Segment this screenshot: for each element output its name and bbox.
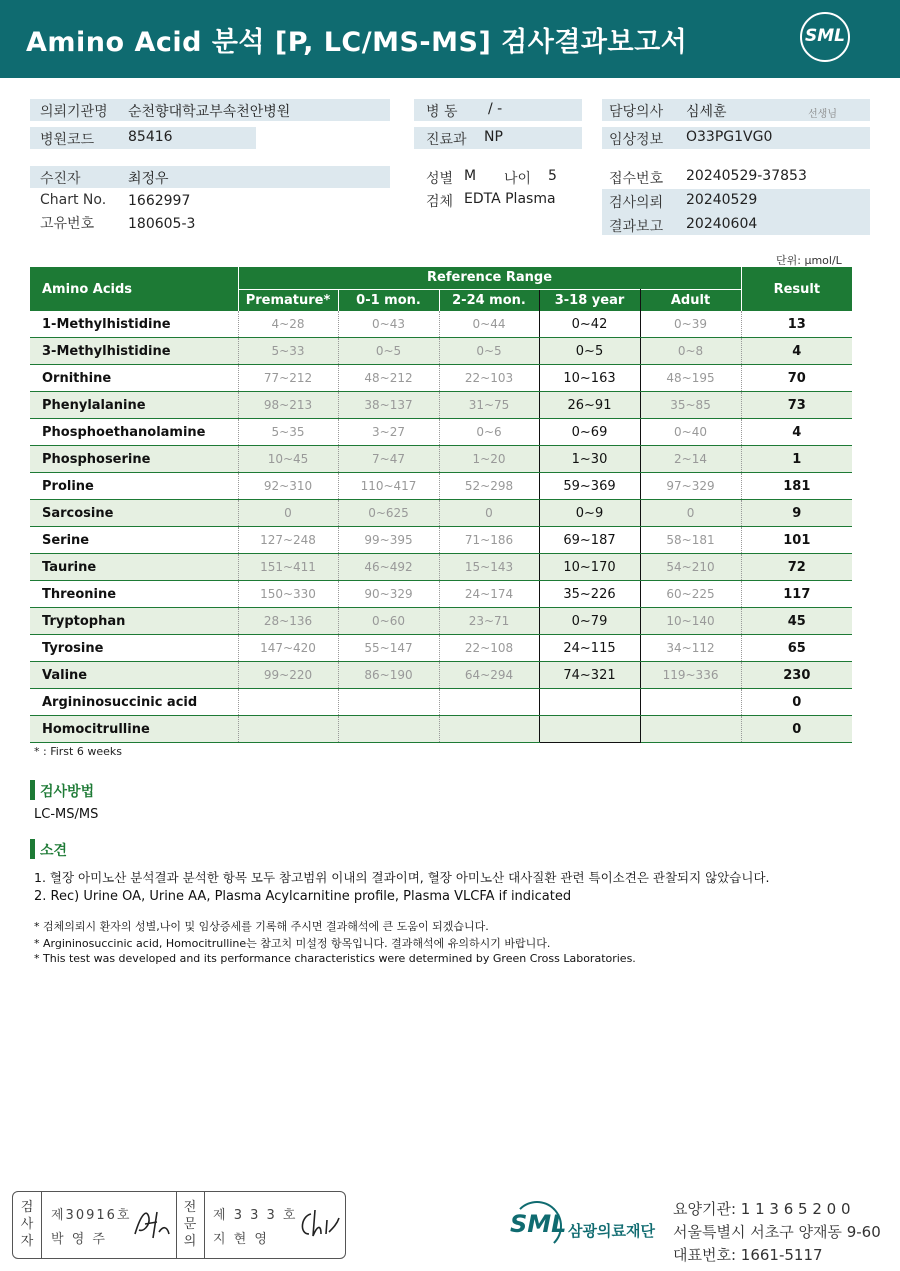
reference-range-cell: 97~329 <box>640 473 741 500</box>
result-cell: 72 <box>741 554 852 581</box>
expert-number: 제 3 3 3 호 <box>213 1208 298 1223</box>
table-row <box>30 689 852 716</box>
reference-range-cell: 0~5 <box>439 338 539 365</box>
brand-name: 삼광의료재단 <box>568 1222 655 1240</box>
amino-acid-name: Valine <box>30 662 238 689</box>
reference-range-cell <box>539 716 640 743</box>
note-2: * Argininosuccinic acid, Homocitrulline는 참고치 미설정 항목입니다. 결과해석에 유의하시기 바랍니다. <box>34 937 551 950</box>
reference-range-cell: 0~79 <box>539 608 640 635</box>
code-value: 85416 <box>128 129 173 145</box>
table-row <box>30 392 852 419</box>
reference-range-cell: 31~75 <box>439 392 539 419</box>
method-text: LC-MS/MS <box>34 807 99 822</box>
table-row <box>30 635 852 662</box>
reference-range-cell: 24~174 <box>439 581 539 608</box>
reference-range-cell: 0~9 <box>539 500 640 527</box>
reference-range-cell <box>439 716 539 743</box>
reference-range-cell: 35~226 <box>539 581 640 608</box>
reference-range-cell: 147~420 <box>238 635 338 662</box>
result-cell: 4 <box>741 419 852 446</box>
amino-acid-name: Phosphoserine <box>30 446 238 473</box>
reference-range-cell: 15~143 <box>439 554 539 581</box>
reference-range-cell: 92~310 <box>238 473 338 500</box>
note-3: * This test was developed and its performance characteristics were determined by Green Cross Laboratories. <box>34 952 636 965</box>
reference-range-cell: 0~44 <box>439 311 539 338</box>
result-cell: 45 <box>741 608 852 635</box>
result-cell: 0 <box>741 689 852 716</box>
tester-label-char: 검 <box>20 1200 34 1215</box>
amino-acid-name: Sarcosine <box>30 500 238 527</box>
reference-range-cell: 77~212 <box>238 365 338 392</box>
col-reference-range: Reference Range <box>238 267 741 289</box>
findings-title: 소견 <box>40 843 68 859</box>
reference-range-cell: 22~108 <box>439 635 539 662</box>
note-1: * 검체의뢰시 환자의 성별,나이 및 임상증세를 기록해 주시면 결과해석에 큰 도움이 되겠습니다. <box>34 920 489 933</box>
reference-range-cell: 48~195 <box>640 365 741 392</box>
col-amino-acids: Amino Acids <box>30 267 238 311</box>
sig-divider <box>41 1192 42 1258</box>
reference-range-cell <box>238 716 338 743</box>
reference-range-cell: 110~417 <box>338 473 439 500</box>
result-cell: 4 <box>741 338 852 365</box>
org-address: 서울특별시 서초구 양재동 9-60 <box>673 1223 881 1241</box>
reference-range-cell <box>539 689 640 716</box>
reference-range-cell <box>640 716 741 743</box>
reference-range-cell: 10~163 <box>539 365 640 392</box>
expert-label-char: 문 <box>183 1217 197 1232</box>
doctor-suffix: 선생님 <box>808 109 837 120</box>
reference-range-cell: 119~336 <box>640 662 741 689</box>
doctor-label: 담당의사 <box>609 104 664 120</box>
age-label: 나이 <box>504 171 532 187</box>
expert-label-char: 의 <box>183 1234 197 1249</box>
result-cell: 101 <box>741 527 852 554</box>
specimen-value: EDTA Plasma <box>464 191 556 207</box>
col-2-24-mon: 2-24 mon. <box>439 289 539 311</box>
reference-range-cell: 86~190 <box>338 662 439 689</box>
table-row <box>30 365 852 392</box>
reference-range-cell: 0~8 <box>640 338 741 365</box>
reference-range-cell: 98~213 <box>238 392 338 419</box>
reference-range-cell: 0~43 <box>338 311 439 338</box>
chart-value: 1662997 <box>128 193 191 209</box>
reference-range-cell: 2~14 <box>640 446 741 473</box>
table-row <box>30 500 852 527</box>
method-bar <box>30 780 35 800</box>
amino-acid-name: 1-Methylhistidine <box>30 311 238 338</box>
reference-range-cell: 99~395 <box>338 527 439 554</box>
reference-range-cell: 10~140 <box>640 608 741 635</box>
reference-range-cell <box>238 689 338 716</box>
clinical-value: O33PG1VG0 <box>686 129 773 145</box>
result-cell: 65 <box>741 635 852 662</box>
tester-number: 제30916호 <box>51 1208 132 1223</box>
report-header <box>0 0 900 78</box>
report-value: 20240604 <box>686 216 758 232</box>
age-value: 5 <box>548 168 557 184</box>
reference-range-cell: 0 <box>640 500 741 527</box>
reference-range-cell: 0~39 <box>640 311 741 338</box>
reference-range-cell: 1~30 <box>539 446 640 473</box>
table-footnote: * : First 6 weeks <box>34 745 122 758</box>
reference-range-cell <box>338 716 439 743</box>
amino-acid-name: Proline <box>30 473 238 500</box>
reference-range-cell: 0 <box>439 500 539 527</box>
result-cell: 1 <box>741 446 852 473</box>
reference-range-cell: 7~47 <box>338 446 439 473</box>
result-cell: 181 <box>741 473 852 500</box>
specimen-label: 검체 <box>426 194 454 210</box>
reference-range-cell: 1~20 <box>439 446 539 473</box>
org-value: 순천향대학교부속천안병원 <box>128 104 291 120</box>
reference-range-cell: 28~136 <box>238 608 338 635</box>
reference-range-cell: 59~369 <box>539 473 640 500</box>
table-row <box>30 311 852 338</box>
uid-label: 고유번호 <box>40 216 95 232</box>
sig-divider <box>176 1192 177 1258</box>
col-3-18-year: 3-18 year <box>539 289 640 311</box>
reference-range-cell: 0~69 <box>539 419 640 446</box>
org-label: 의뢰기관명 <box>40 104 108 120</box>
reference-range-cell: 0~60 <box>338 608 439 635</box>
unit-label: 단위: μmol/L <box>776 254 842 267</box>
amino-acid-name: Phosphoethanolamine <box>30 419 238 446</box>
amino-acid-name: Tryptophan <box>30 608 238 635</box>
expert-signature <box>297 1206 341 1242</box>
reference-range-cell: 69~187 <box>539 527 640 554</box>
reference-range-cell: 0~42 <box>539 311 640 338</box>
tester-signature <box>131 1204 173 1244</box>
col-premature: Premature* <box>238 289 338 311</box>
chart-label: Chart No. <box>40 192 107 208</box>
req-value: 20240529 <box>686 192 758 208</box>
amino-acid-name: Threonine <box>30 581 238 608</box>
reference-range-cell: 52~298 <box>439 473 539 500</box>
amino-acid-name: Phenylalanine <box>30 392 238 419</box>
result-cell: 0 <box>741 716 852 743</box>
table-row <box>30 581 852 608</box>
tester-name: 박 영 주 <box>51 1232 107 1247</box>
org-phone: 대표번호: 1661-5117 <box>673 1246 823 1264</box>
reference-range-cell: 54~210 <box>640 554 741 581</box>
reference-range-cell: 24~115 <box>539 635 640 662</box>
tester-label-char: 자 <box>20 1234 34 1249</box>
sig-divider <box>204 1192 205 1258</box>
table-row <box>30 338 852 365</box>
reference-range-cell: 46~492 <box>338 554 439 581</box>
table-row <box>30 446 852 473</box>
amino-acid-name: Serine <box>30 527 238 554</box>
org-code: 요양기관: 1 1 3 6 5 2 0 0 <box>673 1200 851 1218</box>
result-cell: 9 <box>741 500 852 527</box>
table-row <box>30 473 852 500</box>
signature-box <box>12 1191 346 1259</box>
reference-range-cell: 151~411 <box>238 554 338 581</box>
reference-range-cell: 23~71 <box>439 608 539 635</box>
reference-range-cell: 150~330 <box>238 581 338 608</box>
reference-range-cell: 127~248 <box>238 527 338 554</box>
reference-range-cell: 0~5 <box>338 338 439 365</box>
result-cell: 70 <box>741 365 852 392</box>
uid-value: 180605-3 <box>128 216 196 232</box>
reference-range-cell: 5~35 <box>238 419 338 446</box>
sml-logo-text: SML <box>805 26 845 46</box>
reference-range-cell: 74~321 <box>539 662 640 689</box>
doctor-value: 심세훈 <box>686 104 727 120</box>
reference-range-cell: 90~329 <box>338 581 439 608</box>
findings-line-1: 1. 혈장 아미노산 분석결과 분석한 항목 모두 참고범위 이내의 결과이며, 혈장 아미노산 대사질환 관련 특이소견은 관찰되지 않았습니다. <box>34 870 770 885</box>
reference-range-cell: 99~220 <box>238 662 338 689</box>
reference-range-cell: 0~625 <box>338 500 439 527</box>
reference-range-cell: 10~45 <box>238 446 338 473</box>
amino-acid-name: Homocitrulline <box>30 716 238 743</box>
findings-line-2: 2. Rec) Urine OA, Urine AA, Plasma Acylcarnitine profile, Plasma VLCFA if indicated <box>34 889 572 904</box>
findings-bar <box>30 839 35 859</box>
reference-range-cell: 38~137 <box>338 392 439 419</box>
name-row-bg <box>30 166 390 188</box>
reference-range-cell: 55~147 <box>338 635 439 662</box>
reference-range-cell: 58~181 <box>640 527 741 554</box>
amino-acid-name: Ornithine <box>30 365 238 392</box>
reference-range-cell <box>338 689 439 716</box>
reference-range-cell: 64~294 <box>439 662 539 689</box>
tester-label-char: 사 <box>20 1217 34 1232</box>
report-title: Amino Acid 분석 [P, LC/MS-MS] 검사결과보고서 <box>26 27 688 58</box>
dept-label: 진료과 <box>426 132 467 148</box>
amino-acid-table <box>30 267 852 743</box>
reference-range-cell: 0~40 <box>640 419 741 446</box>
clinical-label: 임상정보 <box>609 132 664 148</box>
expert-label-char: 전 <box>183 1200 197 1215</box>
brand-logo: SML <box>510 1210 567 1238</box>
reference-range-cell <box>439 689 539 716</box>
reference-range-cell: 3~27 <box>338 419 439 446</box>
col-result: Result <box>741 267 852 311</box>
table-row <box>30 554 852 581</box>
tester-label <box>17 1199 37 1250</box>
amino-acid-name: Taurine <box>30 554 238 581</box>
recv-value: 20240529-37853 <box>686 168 807 184</box>
reference-range-cell: 35~85 <box>640 392 741 419</box>
reference-range-cell: 0~6 <box>439 419 539 446</box>
result-cell: 73 <box>741 392 852 419</box>
dept-value: NP <box>484 129 503 145</box>
reference-range-cell <box>640 689 741 716</box>
table-row <box>30 527 852 554</box>
reference-range-cell: 48~212 <box>338 365 439 392</box>
result-cell: 230 <box>741 662 852 689</box>
expert-label <box>180 1199 200 1250</box>
ward-value: / - <box>488 101 503 117</box>
col-0-1-mon: 0-1 mon. <box>338 289 439 311</box>
table-row <box>30 608 852 635</box>
reference-range-cell: 26~91 <box>539 392 640 419</box>
req-label: 검사의뢰 <box>609 195 664 211</box>
method-title: 검사방법 <box>40 784 95 800</box>
reference-range-cell: 4~28 <box>238 311 338 338</box>
sex-value: M <box>464 168 477 184</box>
name-value: 최정우 <box>128 171 169 187</box>
amino-acid-name: 3-Methylhistidine <box>30 338 238 365</box>
table-row <box>30 419 852 446</box>
report-label: 결과보고 <box>609 219 664 235</box>
reference-range-cell: 22~103 <box>439 365 539 392</box>
reference-range-cell: 71~186 <box>439 527 539 554</box>
table-row <box>30 716 852 743</box>
reference-range-cell: 0~5 <box>539 338 640 365</box>
col-adult: Adult <box>640 289 741 311</box>
reference-range-cell: 5~33 <box>238 338 338 365</box>
reference-range-cell: 60~225 <box>640 581 741 608</box>
expert-name: 지 현 영 <box>213 1232 269 1247</box>
recv-label: 접수번호 <box>609 171 664 187</box>
reference-range-cell: 0 <box>238 500 338 527</box>
ward-label: 병 동 <box>426 104 458 120</box>
name-label: 수진자 <box>40 171 81 187</box>
code-label: 병원코드 <box>40 132 95 148</box>
reference-range-cell: 10~170 <box>539 554 640 581</box>
amino-acid-name: Tyrosine <box>30 635 238 662</box>
result-cell: 117 <box>741 581 852 608</box>
table-row <box>30 662 852 689</box>
amino-acid-name: Argininosuccinic acid <box>30 689 238 716</box>
reference-range-cell: 34~112 <box>640 635 741 662</box>
sex-label: 성별 <box>426 171 454 187</box>
result-cell: 13 <box>741 311 852 338</box>
